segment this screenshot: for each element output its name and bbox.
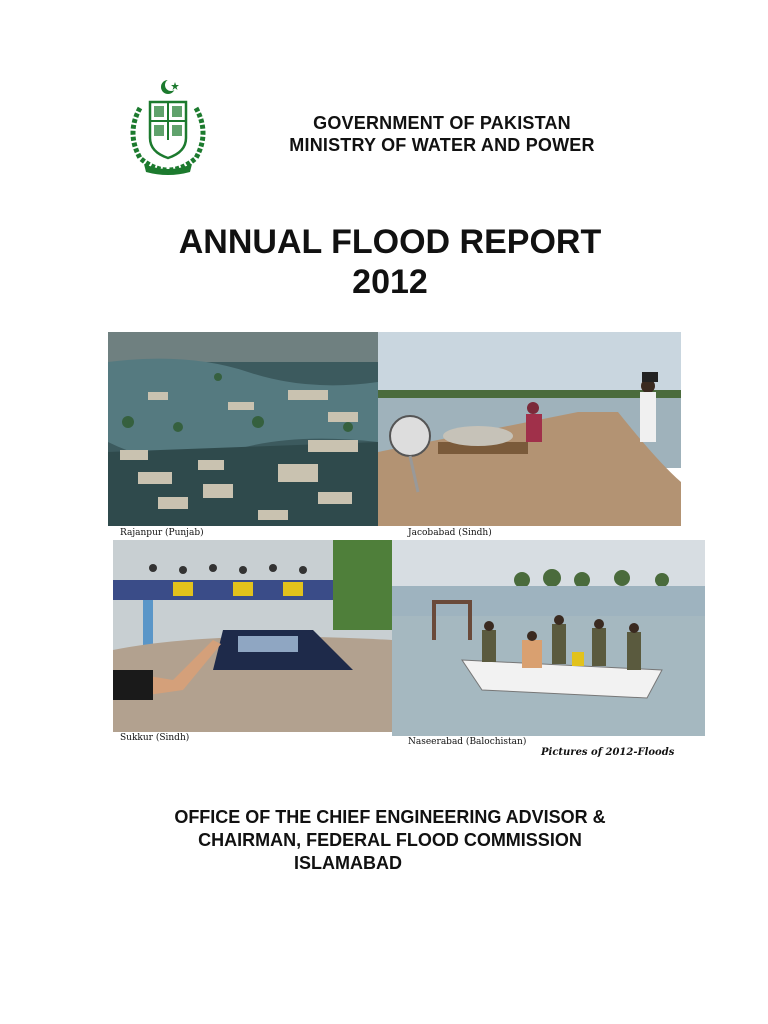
ministry-line: MINISTRY OF WATER AND POWER xyxy=(289,135,595,155)
government-line: GOVERNMENT OF PAKISTAN xyxy=(313,113,571,133)
report-title xyxy=(120,222,660,302)
photo-sukkur xyxy=(113,540,392,732)
state-emblem-icon xyxy=(118,78,218,178)
photo-rajanpur xyxy=(108,332,378,526)
government-header xyxy=(232,112,652,156)
photo-naseerabad xyxy=(392,540,705,736)
report-title-line1: ANNUAL FLOOD REPORT xyxy=(178,223,602,261)
caption-rajanpur: Rajanpur (Punjab) xyxy=(120,528,204,538)
caption-naseerabad: Naseerabad (Balochistan) xyxy=(408,737,527,747)
office-block xyxy=(120,806,660,875)
caption-jacobabad: Jacobabad (Sindh) xyxy=(408,528,492,538)
photos-caption: Pictures of 2012-Floods xyxy=(541,747,675,758)
photo-jacobabad xyxy=(378,332,681,526)
office-line1: OFFICE OF THE CHIEF ENGINEERING ADVISOR & xyxy=(174,807,606,827)
office-line3: ISLAMABAD xyxy=(294,853,402,873)
office-line2: CHAIRMAN, FEDERAL FLOOD COMMISSION xyxy=(198,830,582,850)
caption-sukkur: Sukkur (Sindh) xyxy=(120,733,190,743)
report-year: 2012 xyxy=(352,263,428,301)
